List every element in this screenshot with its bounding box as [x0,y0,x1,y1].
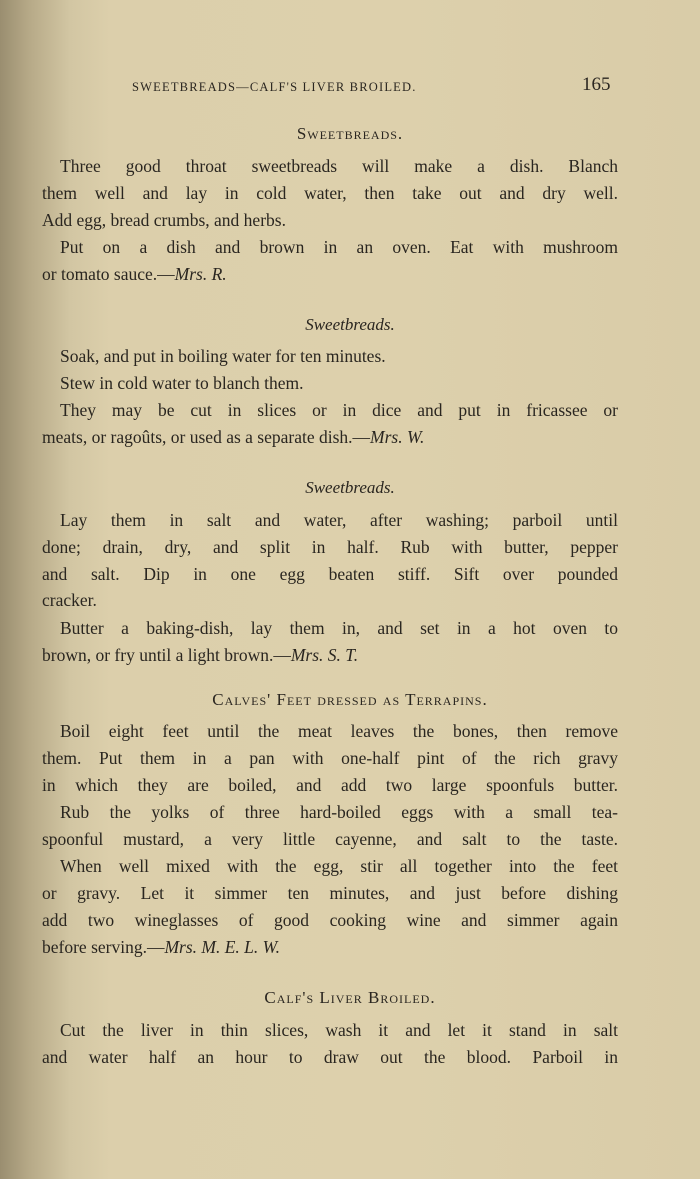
signature: Mrs. R. [174,264,227,284]
text-line [42,645,358,666]
text-line: in which they are boiled, and add two large spoonfuls butter. [42,775,618,795]
text-content: before serving.— [42,937,165,957]
text-line: Butter a baking-dish, lay them in, and set in a hot oven to [60,618,618,638]
text-line: Three good throat sweetbreads will make a dish. Blanch [60,156,618,176]
text-line: They may be cut in slices or in dice and put in fricassee or [60,400,618,420]
running-head: SWEETBREADS—CALF'S LIVER BROILED. [132,80,417,94]
text-content: or tomato sauce.— [42,264,175,284]
text-line: Soak, and put in boiling water for ten minutes. [60,346,386,366]
text-line: done; drain, dry, and split in half. Rub with butter, pepper [42,537,618,557]
text-content: brown, or fry until a light brown.— [42,645,291,665]
text-line: and salt. Dip in one egg beaten stiff. Sift over pounded [42,564,618,584]
text-line [42,937,280,958]
section-heading: Sweetbreads. [305,478,395,497]
text-line: Boil eight feet until the meat leaves the bones, then remove [60,721,618,741]
signature: Mrs. M. E. L. W. [164,937,281,957]
section-heading: Sweetbreads. [296,124,404,143]
section-heading: Calf's Liver Broiled. [264,988,436,1007]
text-line: or gravy. Let it simmer ten minutes, and just before dishing [42,883,618,903]
signature: Mrs. S. T. [290,645,359,665]
text-line: cracker. [42,590,97,610]
section-heading: Sweetbreads. [305,315,395,334]
signature: Mrs. W. [370,427,425,447]
text-line: When well mixed with the egg, stir all together into the feet [60,856,618,876]
text-line: Put on a dish and brown in an oven. Eat with mushroom [60,237,618,257]
text-line: them. Put them in a pan with one-half pint of the rich gravy [42,748,618,768]
text-line [42,427,424,448]
text-line: Rub the yolks of three hard-boiled eggs with a small tea- [60,802,618,822]
text-line: Stew in cold water to blanch them. [60,373,304,393]
text-line: and water half an hour to draw out the blood. Parboil in [42,1047,618,1067]
text-line: Lay them in salt and water, after washing; parboil until [60,510,618,530]
text-line: Add egg, bread crumbs, and herbs. [42,210,286,230]
section-heading: Calves' Feet dressed as Terrapins. [212,690,488,709]
text-line: spoonful mustard, a very little cayenne, and salt to the taste. [42,829,618,849]
text-line: add two wineglasses of good cooking wine and simmer again [42,910,618,930]
text-line: Cut the liver in thin slices, wash it and let it stand in salt [60,1020,618,1040]
text-content: meats, or ragoûts, or used as a separate dish.— [42,427,371,447]
text-line [42,264,227,285]
page-number: 165 [582,74,611,95]
text-line: them well and lay in cold water, then take out and dry well. [42,183,618,203]
